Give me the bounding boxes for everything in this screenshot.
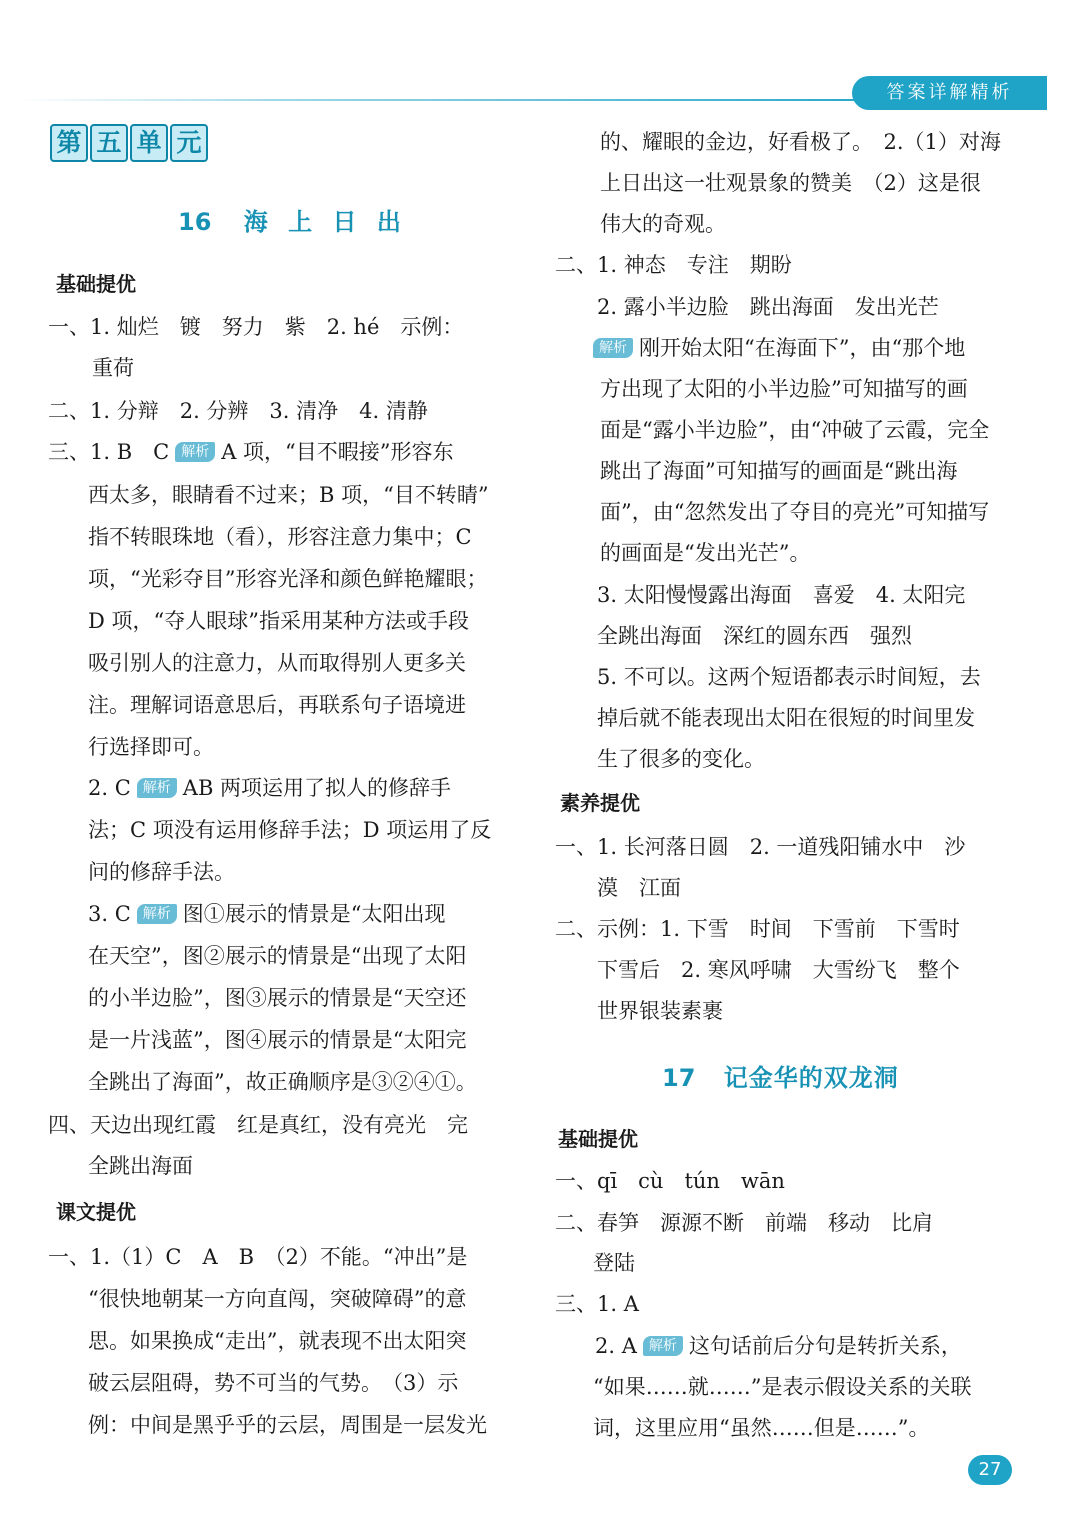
answer-line: 全跳出海面 深红的圆东西 强烈: [597, 624, 912, 648]
section-heading: 课文提优: [56, 1200, 136, 1224]
answer-line: 指不转眼珠地（看），形容注意力集中；C: [88, 525, 472, 549]
answer-text: 这句话前后分句是转折关系，: [688, 1334, 962, 1358]
answer-line: [595, 1331, 962, 1361]
analysis-badge: 解析: [137, 904, 177, 924]
answer-line: 跳出了海面”可知描写的画面是“跳出海: [600, 459, 958, 483]
lesson-number: 17: [662, 1064, 696, 1092]
answer-line: [593, 333, 965, 363]
answer-line: D 项，“夺人眼球”指采用某种方法或手段: [88, 609, 469, 633]
header-rule: [20, 99, 870, 101]
section-heading: 基础提优: [558, 1127, 638, 1151]
answer-line: 例：中间是黑乎乎的云层，周围是一层发光: [88, 1413, 487, 1437]
answer-line: [88, 899, 446, 929]
lesson-name: 海 上 日 出: [243, 208, 407, 236]
answer-line: 上日出这一壮观景象的赞美 （2）这是很: [600, 171, 981, 195]
lesson-16-title: [178, 202, 407, 237]
answer-text: 2. C: [88, 776, 131, 800]
answer-line: 面是“露小半边脸”，由“冲破了云霞，完全: [600, 418, 990, 442]
answer-line: 面”，由“忽然发出了夺目的亮光”可知描写: [600, 500, 990, 524]
answer-line: 破云层阻碍，势不可当的气势。 （3）示: [88, 1371, 459, 1395]
answer-line: 行选择即可。: [88, 735, 214, 759]
answer-line: 三、1. A: [555, 1292, 639, 1316]
answer-line: 一、1. 灿烂 镀 努力 紫 2. hé 示例：: [48, 315, 464, 339]
answer-line: 全跳出海面: [88, 1154, 193, 1178]
analysis-badge: 解析: [137, 778, 177, 798]
answer-line: 二、春笋 源源不断 前端 移动 比肩: [555, 1211, 933, 1235]
answer-text: AB 两项运用了拟人的修辞手: [182, 776, 452, 800]
answer-line: 四、天边出现红霞 红是真红，没有亮光 完: [48, 1113, 468, 1137]
section-heading: 素养提优: [560, 791, 640, 815]
answer-text: 3. C: [88, 902, 131, 926]
unit-char: 元: [170, 124, 208, 162]
answer-line: 法；C 项没有运用修辞手法；D 项运用了反: [88, 818, 492, 842]
answer-text: 三、1. B C: [48, 440, 170, 464]
answer-line: 的、耀眼的金边，好看极了。 2.（1）对海: [600, 130, 1001, 154]
answer-line: 伟大的奇观。: [600, 212, 726, 236]
answer-line: 问的修辞手法。: [88, 860, 235, 884]
answer-line: 吸引别人的注意力，从而取得别人更多关: [88, 651, 466, 675]
lesson-17-title: [662, 1058, 899, 1093]
unit-char: 单: [130, 124, 168, 162]
answer-text: 图①展示的情景是“太阳出现: [182, 902, 446, 926]
answer-line: 一、qī cù tún wān: [555, 1169, 785, 1193]
answer-line: 漠 江面: [597, 876, 681, 900]
unit-title: [50, 124, 208, 162]
answer-line: 3. 太阳慢慢露出海面 喜爱 4. 太阳完: [597, 583, 966, 607]
lesson-name: 记金华的双龙洞: [723, 1064, 899, 1092]
answer-line: 生了很多的变化。: [597, 747, 765, 771]
answer-line: 全跳出了海面”，故正确顺序是③②④①。: [88, 1070, 477, 1094]
answer-line: 的画面是“发出光芒”。: [600, 541, 811, 565]
answer-line: [88, 773, 451, 803]
answer-line: [48, 437, 454, 467]
answer-line: 是一片浅蓝”，图④展示的情景是“太阳完: [88, 1028, 467, 1052]
answer-line: 在天空”，图②展示的情景是“出现了太阳: [88, 944, 467, 968]
answer-line: 世界银装素裹: [597, 999, 723, 1023]
answer-line: 掉后就不能表现出太阳在很短的时间里发: [597, 706, 975, 730]
unit-char: 第: [50, 124, 88, 162]
answer-line: 注。理解词语意思后，再联系句子语境进: [88, 693, 466, 717]
analysis-badge: 解析: [175, 442, 215, 462]
answer-line: 登陆: [593, 1251, 635, 1275]
analysis-badge: 解析: [643, 1336, 683, 1356]
answer-line: 一、1.（1）C A B （2）不能。“冲出”是: [48, 1245, 468, 1269]
answer-text: 刚开始太阳“在海面下”，由“那个地: [639, 336, 966, 360]
answer-line: 5. 不可以。这两个短语都表示时间短，去: [597, 665, 981, 689]
answer-text: A 项，“目不暇接”形容东: [221, 440, 454, 464]
answer-line: “如果……就……”是表示假设关系的关联: [593, 1375, 972, 1399]
analysis-badge: 解析: [593, 338, 633, 358]
answer-line: 西太多，眼睛看不过来；B 项，“目不转睛”: [88, 483, 489, 507]
unit-char: 五: [90, 124, 128, 162]
header-tab: 答案详解精析: [852, 76, 1047, 110]
answer-line: 二、1. 分辩 2. 分辨 3. 清净 4. 清静: [48, 399, 428, 423]
answer-line: 2. 露小半边脸 跳出海面 发出光芒: [597, 295, 939, 319]
answer-line: “很快地朝某一方向直闯，突破障碍”的意: [88, 1287, 467, 1311]
section-heading: 基础提优: [56, 272, 136, 296]
answer-line: 下雪后 2. 寒风呼啸 大雪纷飞 整个: [597, 958, 960, 982]
page-number: 27: [968, 1455, 1012, 1485]
answer-line: 重荷: [92, 356, 134, 380]
answer-text: 2. A: [595, 1334, 637, 1358]
answer-line: 二、示例：1. 下雪 时间 下雪前 下雪时: [555, 917, 960, 941]
answer-line: 方出现了太阳的小半边脸”可知描写的画: [600, 377, 968, 401]
answer-line: 一、1. 长河落日圆 2. 一道残阳铺水中 沙: [555, 835, 966, 859]
answer-line: 项，“光彩夺目”形容光泽和颜色鲜艳耀眼；: [88, 567, 488, 591]
answer-line: 二、1. 神态 专注 期盼: [555, 253, 792, 277]
answer-line: 的小半边脸”，图③展示的情景是“天空还: [88, 986, 467, 1010]
answer-line: 思。如果换成“走出”，就表现不出太阳突: [88, 1329, 467, 1353]
lesson-number: 16: [178, 208, 212, 236]
answer-line: 词，这里应用“虽然……但是……”。: [593, 1416, 930, 1440]
